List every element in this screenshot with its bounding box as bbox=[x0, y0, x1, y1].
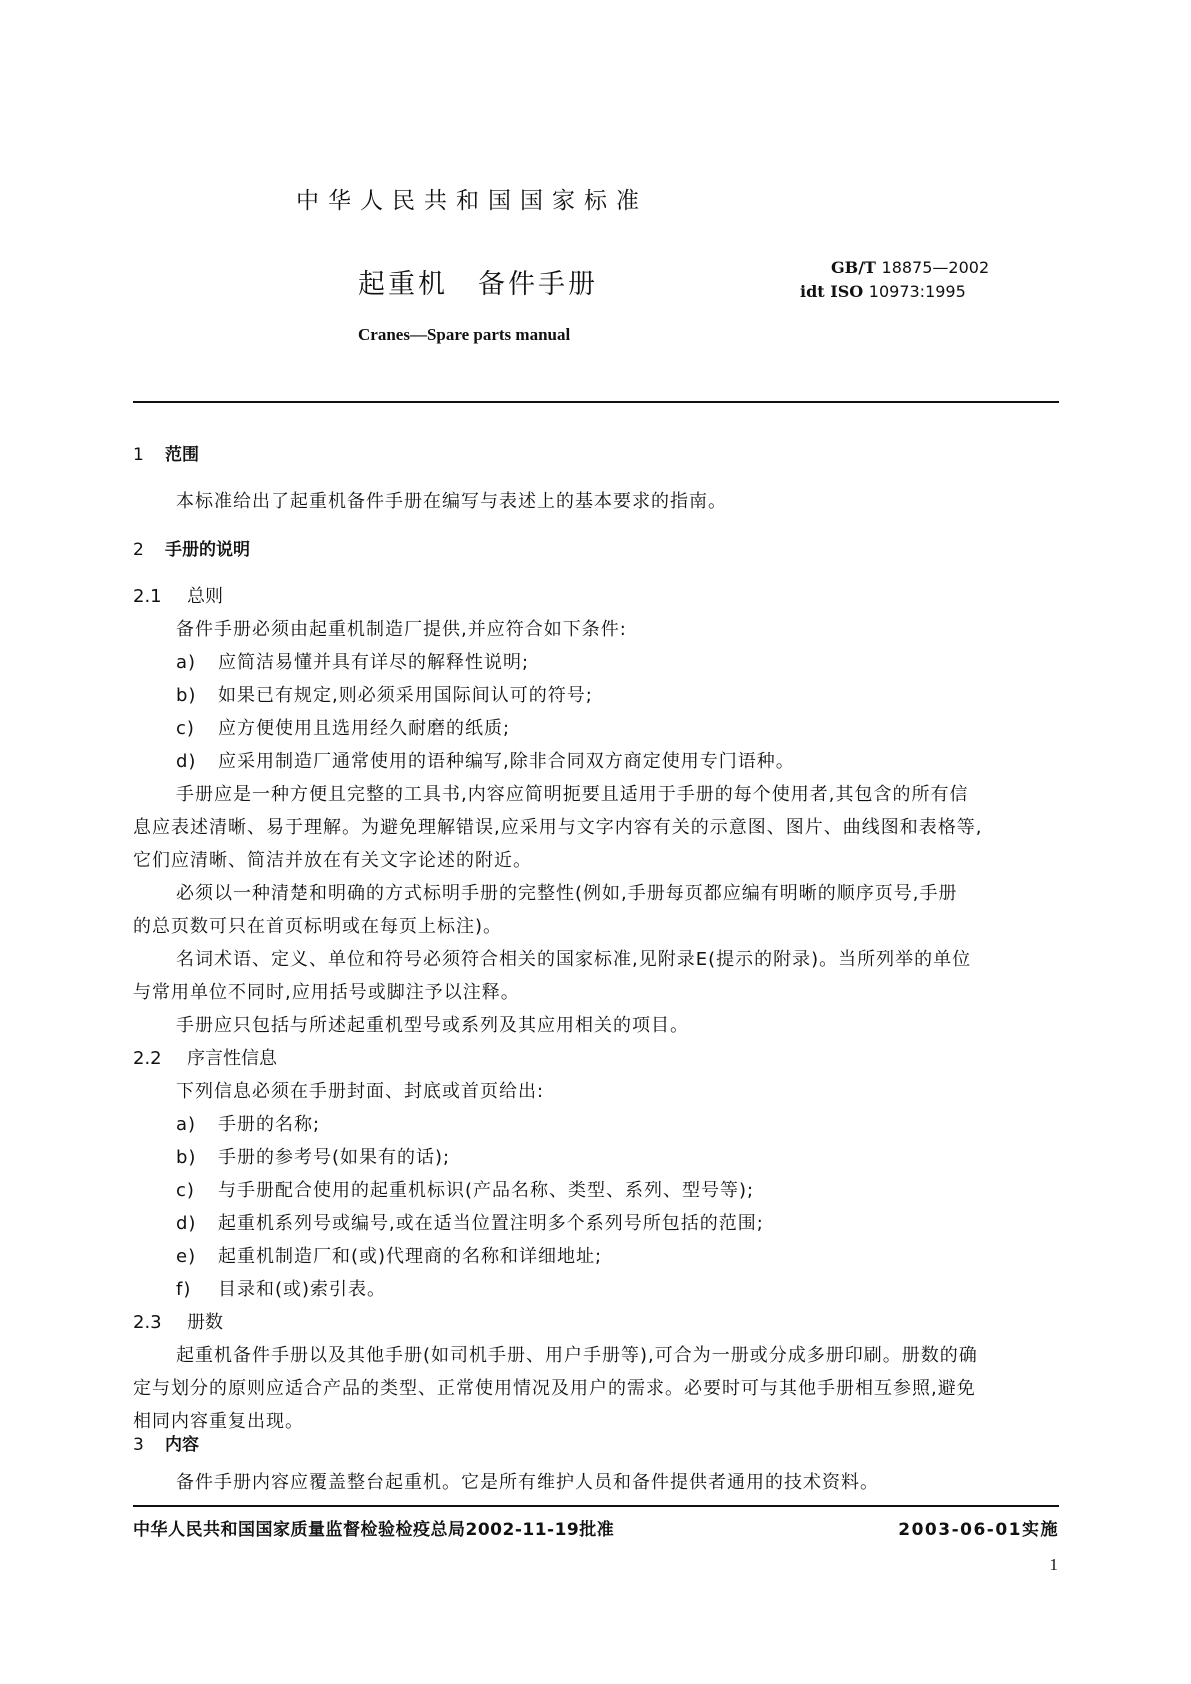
paragraph-line: 手册应是一种方便且完整的工具书,内容应简明扼要且适用于手册的每个使用者,其包含的所有信 bbox=[176, 784, 969, 805]
section-heading-2: 2 手册的说明 bbox=[133, 540, 250, 560]
doc-title-part2: 备件手册 bbox=[478, 269, 598, 300]
paragraph-line: 起重机备件手册以及其他手册(如司机手册、用户手册等),可合为一册或分成多册印刷。册数的确 bbox=[176, 1345, 978, 1366]
list-item: b) 手册的参考号(如果有的话); bbox=[176, 1147, 451, 1168]
idt-prefix: idt ISO bbox=[800, 282, 864, 301]
idt-number-value: 10973:1995 bbox=[868, 282, 966, 301]
paragraph-line: 手册应只包括与所述起重机型号或系列及其应用相关的项目。 bbox=[176, 1015, 689, 1036]
paragraph-line: 必须以一种清楚和明确的方式标明手册的完整性(例如,手册每页都应编有明晰的顺序页号,手册 bbox=[176, 883, 958, 904]
header-divider bbox=[133, 401, 1059, 403]
doc-title-part1: 起重机 bbox=[358, 269, 448, 300]
approval-line: 中华人民共和国国家质量监督检验检疫总局2002-11-19批准 bbox=[133, 1520, 615, 1540]
list-item: a) 手册的名称; bbox=[176, 1114, 321, 1135]
footer-divider bbox=[133, 1505, 1059, 1507]
doc-title-cn bbox=[358, 262, 598, 301]
paragraph-line: 与常用单位不同时,应用括号或脚注予以注释。 bbox=[133, 982, 520, 1003]
list-item: c) 与手册配合使用的起重机标识(产品名称、类型、系列、型号等); bbox=[176, 1180, 755, 1201]
subsection-heading-2-1: 2.1 总则 bbox=[133, 586, 223, 607]
list-item: e) 起重机制造厂和(或)代理商的名称和详细地址; bbox=[176, 1246, 603, 1267]
paragraph-line: 它们应清晰、简洁并放在有关文字论述的附近。 bbox=[133, 850, 532, 871]
list-item: d) 起重机系列号或编号,或在适当位置注明多个系列号所包括的范围; bbox=[176, 1213, 764, 1234]
list-item: a) 应简洁易懂并具有详尽的解释性说明; bbox=[176, 652, 530, 673]
page-number: 1 bbox=[1049, 1555, 1058, 1574]
list-item: c) 应方便使用且选用经久耐磨的纸质; bbox=[176, 718, 511, 739]
paragraph-line: 息应表述清晰、易于理解。为避免理解错误,应采用与文字内容有关的示意图、图片、曲线图和表格等, bbox=[133, 817, 983, 838]
idt-reference bbox=[800, 282, 966, 301]
section-heading-3: 3 内容 bbox=[133, 1435, 199, 1455]
paragraph-line: 相同内容重复出现。 bbox=[133, 1411, 304, 1432]
implementation-date: 2003-06-01实施 bbox=[898, 1520, 1059, 1540]
section-1-text: 本标准给出了起重机备件手册在编写与表述上的基本要求的指南。 bbox=[176, 491, 727, 512]
subsection-heading-2-2: 2.2 序言性信息 bbox=[133, 1048, 277, 1069]
section-2-2-intro: 下列信息必须在手册封面、封底或首页给出: bbox=[176, 1081, 545, 1102]
section-heading-1: 1 范围 bbox=[133, 445, 199, 465]
doc-title-en: Cranes—Spare parts manual bbox=[358, 325, 571, 344]
std-number-value: 18875—2002 bbox=[881, 258, 990, 277]
std-prefix: GB/T bbox=[831, 258, 876, 277]
section-3-text: 备件手册内容应覆盖整台起重机。它是所有维护人员和备件提供者通用的技术资料。 bbox=[176, 1472, 879, 1493]
section-2-1-intro: 备件手册必须由起重机制造厂提供,并应符合如下条件: bbox=[176, 619, 627, 640]
standard-number bbox=[831, 258, 989, 277]
list-item: f) 目录和(或)索引表。 bbox=[176, 1279, 387, 1300]
org-title: 中华人民共和国国家标准 bbox=[296, 188, 648, 214]
paragraph-line: 的总页数可只在首页标明或在每页上标注)。 bbox=[133, 916, 503, 937]
list-item: b) 如果已有规定,则必须采用国际间认可的符号; bbox=[176, 685, 593, 706]
subsection-heading-2-3: 2.3 册数 bbox=[133, 1312, 223, 1333]
paragraph-line: 定与划分的原则应适合产品的类型、正常使用情况及用户的需求。必要时可与其他手册相互参照,避免 bbox=[133, 1378, 976, 1399]
paragraph-line: 名词术语、定义、单位和符号必须符合相关的国家标准,见附录E(提示的附录)。当所列举的单位 bbox=[176, 949, 972, 970]
list-item: d) 应采用制造厂通常使用的语种编写,除非合同双方商定使用专门语种。 bbox=[176, 751, 795, 772]
